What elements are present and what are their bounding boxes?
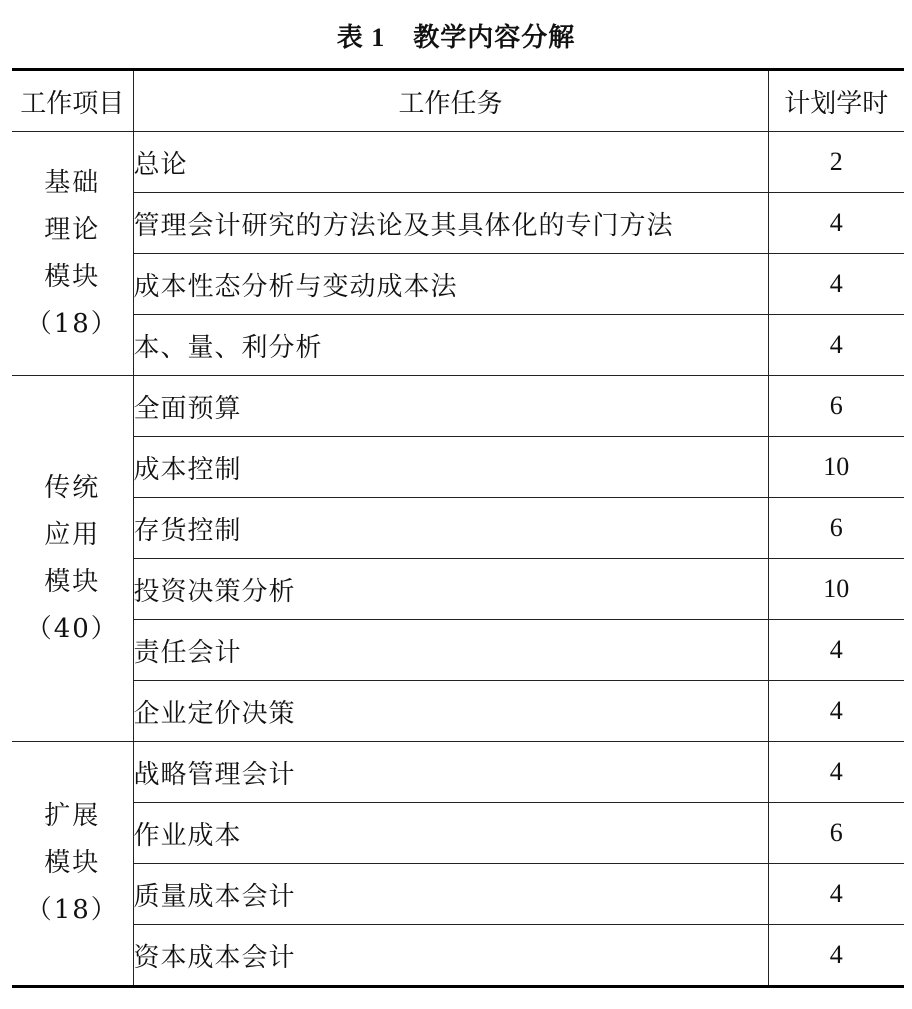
hours-cell: 6 [768,803,904,864]
group-name-line: 基础 [44,167,101,198]
table-row [12,925,904,987]
hours-cell: 10 [768,437,904,498]
task-cell: 质量成本会计 [133,864,768,925]
table-caption [0,14,912,62]
group-hours-total: （40） [25,613,119,644]
group-name [12,132,133,376]
task-cell: 总论 [133,132,768,193]
task-cell: 战略管理会计 [133,742,768,803]
hours-cell: 10 [768,559,904,620]
task-cell: 管理会计研究的方法论及其具体化的专门方法 [133,193,768,254]
table-row [12,864,904,925]
table-row [12,498,904,559]
hours-cell: 4 [768,925,904,987]
hours-cell: 6 [768,376,904,437]
group-name-line: 应用 [44,519,101,550]
hours-cell: 4 [768,254,904,315]
group-name-line: 模块 [44,566,101,597]
table-row [12,803,904,864]
group-name-line: 传统 [44,472,101,503]
table-row [12,437,904,498]
header-project: 工作项目 [12,70,133,132]
table-row [12,681,904,742]
task-cell: 存货控制 [133,498,768,559]
task-cell: 全面预算 [133,376,768,437]
table-number: 表 1 [336,23,386,52]
table-row [12,620,904,681]
task-cell: 作业成本 [133,803,768,864]
table-title: 教学内容分解 [413,23,576,53]
task-cell: 资本成本会计 [133,925,768,987]
hours-cell: 6 [768,498,904,559]
table-row [12,376,904,437]
group-hours-total: （18） [25,308,119,339]
group-name-line: 理论 [44,214,101,245]
hours-cell: 4 [768,315,904,376]
header-row [12,70,904,132]
table-row [12,193,904,254]
table-row [12,254,904,315]
teaching-content-table [12,68,904,988]
header-task: 工作任务 [133,70,768,132]
group-name-line: 扩展 [44,801,101,831]
hours-cell: 4 [768,681,904,742]
table-row [12,559,904,620]
task-cell: 投资决策分析 [133,559,768,620]
group-name-line: 模块 [44,261,101,292]
task-cell: 成本性态分析与变动成本法 [133,254,768,315]
task-cell: 本、量、利分析 [133,315,768,376]
task-cell: 成本控制 [133,437,768,498]
hours-cell: 4 [768,193,904,254]
group-name [12,742,133,987]
table-row [12,132,904,193]
hours-cell: 4 [768,620,904,681]
table-row [12,742,904,803]
table-row [12,315,904,376]
group-traditional-application [12,376,904,742]
group-name-line: 模块 [44,848,101,878]
group-basic-theory [12,132,904,376]
hours-cell: 4 [768,864,904,925]
group-name [12,376,133,742]
task-cell: 企业定价决策 [133,681,768,742]
hours-cell: 2 [768,132,904,193]
group-hours-total: （18） [25,895,119,925]
group-extension [12,742,904,987]
task-cell: 责任会计 [133,620,768,681]
header-hours: 计划学时 [768,70,904,132]
hours-cell: 4 [768,742,904,803]
